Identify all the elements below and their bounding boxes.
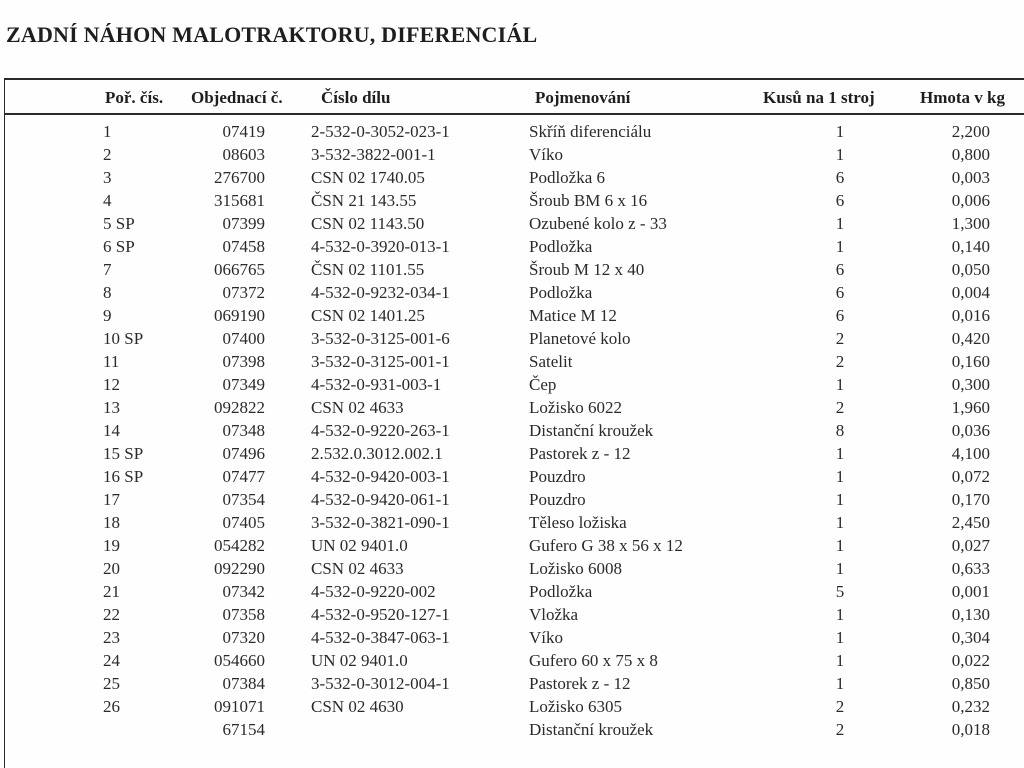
cell-position-number: 20 <box>103 559 120 578</box>
table-row <box>5 651 1024 674</box>
document-title: ZADNÍ NÁHON MALOTRAKTORU, DIFERENCIÁL <box>6 22 538 47</box>
cell-mass: 0,006 <box>951 191 990 210</box>
cell-description: Satelit <box>529 352 573 371</box>
cell-position-number: 9 <box>103 306 112 325</box>
cell-description: Planetové kolo <box>529 329 631 348</box>
table-row <box>5 490 1024 513</box>
cell-order-number: 07405 <box>222 513 265 532</box>
cell-part-number: 4-532-0-3847-063-1 <box>311 628 450 647</box>
cell-order-number: 054282 <box>214 536 265 555</box>
cell-mass: 2,450 <box>951 513 990 532</box>
cell-description: Matice M 12 <box>529 306 617 325</box>
cell-order-number: 08603 <box>222 145 265 164</box>
cell-order-number: 07349 <box>222 375 265 394</box>
cell-order-number: 07372 <box>222 283 265 302</box>
table-row <box>5 582 1024 605</box>
cell-position-number: 13 <box>103 398 120 417</box>
table-header-row <box>5 80 1024 115</box>
cell-description: Pouzdro <box>529 467 586 486</box>
cell-quantity: 1 <box>835 145 845 164</box>
header-description: Pojmenování <box>535 88 631 107</box>
cell-part-number: CSN 02 4633 <box>311 398 404 417</box>
cell-position-number: 6 SP <box>103 237 135 256</box>
cell-part-number: CSN 02 1401.25 <box>311 306 425 325</box>
cell-description: Šroub M 12 x 40 <box>529 260 645 279</box>
cell-quantity: 1 <box>835 490 845 509</box>
cell-part-number: ČSN 21 143.55 <box>311 191 417 210</box>
table-row <box>5 237 1024 260</box>
cell-part-number: 3-532-0-3125-001-6 <box>311 329 450 348</box>
cell-description: Těleso ložiska <box>529 513 627 532</box>
cell-order-number: 07384 <box>222 674 265 693</box>
cell-position-number: 5 SP <box>103 214 135 233</box>
header-mass-kg: Hmota v kg <box>920 88 1005 107</box>
cell-position-number: 4 <box>103 191 112 210</box>
cell-description: Gufero G 38 x 56 x 12 <box>529 536 683 555</box>
cell-description: Skříň diferenciálu <box>529 122 652 141</box>
cell-order-number: 315681 <box>214 191 265 210</box>
table-row <box>5 559 1024 582</box>
table-row <box>5 467 1024 490</box>
cell-description: Šroub BM 6 x 16 <box>529 191 648 210</box>
table-row <box>5 191 1024 214</box>
cell-quantity: 1 <box>835 536 845 555</box>
cell-mass: 0,022 <box>951 651 990 670</box>
cell-quantity: 1 <box>835 122 845 141</box>
cell-quantity: 1 <box>835 467 845 486</box>
cell-quantity: 2 <box>835 398 845 417</box>
table-row <box>5 421 1024 444</box>
cell-position-number: 10 SP <box>103 329 144 348</box>
cell-description: Distanční kroužek <box>529 421 654 440</box>
cell-quantity: 1 <box>835 674 845 693</box>
cell-mass: 0,420 <box>951 329 990 348</box>
cell-mass: 1,300 <box>951 214 990 233</box>
cell-position-number: 23 <box>103 628 120 647</box>
cell-quantity: 6 <box>835 191 845 210</box>
cell-part-number: 3-532-0-3821-090-1 <box>311 513 450 532</box>
cell-description: Vložka <box>529 605 579 624</box>
cell-quantity: 2 <box>835 697 845 716</box>
cell-part-number: 4-532-0-9220-263-1 <box>311 421 450 440</box>
cell-mass: 0,170 <box>951 490 990 509</box>
cell-quantity: 1 <box>835 559 845 578</box>
cell-order-number: 276700 <box>214 168 265 187</box>
cell-mass: 0,018 <box>951 720 990 739</box>
cell-order-number: 069190 <box>214 306 265 325</box>
cell-order-number: 07496 <box>222 444 265 463</box>
cell-order-number: 07342 <box>222 582 265 601</box>
cell-part-number: CSN 02 1740.05 <box>311 168 425 187</box>
cell-quantity: 2 <box>835 329 845 348</box>
cell-part-number: UN 02 9401.0 <box>311 651 408 670</box>
table-row <box>5 513 1024 536</box>
cell-mass: 0,140 <box>951 237 990 256</box>
cell-order-number: 092290 <box>214 559 265 578</box>
cell-quantity: 1 <box>835 605 845 624</box>
cell-position-number: 11 <box>103 352 120 371</box>
cell-quantity: 1 <box>835 237 845 256</box>
cell-mass: 0,304 <box>951 628 990 647</box>
cell-quantity: 6 <box>835 306 845 325</box>
table-row <box>5 329 1024 352</box>
cell-position-number: 24 <box>103 651 120 670</box>
cell-part-number: 4-532-0-9520-127-1 <box>311 605 450 624</box>
cell-part-number: 4-532-0-9420-003-1 <box>311 467 450 486</box>
cell-mass: 0,003 <box>951 168 990 187</box>
cell-part-number: UN 02 9401.0 <box>311 536 408 555</box>
cell-description: Podložka <box>529 237 593 256</box>
cell-description: Víko <box>529 628 563 647</box>
cell-order-number: 07399 <box>222 214 265 233</box>
table-row <box>5 536 1024 559</box>
table-row <box>5 352 1024 375</box>
header-position-number: Poř. čís. <box>105 88 164 107</box>
cell-description: Gufero 60 x 75 x 8 <box>529 651 658 670</box>
table-row <box>5 697 1024 720</box>
cell-position-number: 25 <box>103 674 120 693</box>
cell-order-number: 07419 <box>222 122 265 141</box>
cell-mass: 0,300 <box>951 375 990 394</box>
cell-mass: 2,200 <box>951 122 990 141</box>
cell-quantity: 1 <box>835 444 845 463</box>
header-quantity-per-machine: Kusů na 1 stroj <box>763 88 875 107</box>
cell-part-number: 4-532-0-931-003-1 <box>311 375 442 394</box>
cell-quantity: 1 <box>835 651 845 670</box>
cell-order-number: 066765 <box>214 260 265 279</box>
cell-order-number: 091071 <box>214 697 265 716</box>
header-order-number: Objednací č. <box>191 88 283 107</box>
cell-description: Pastorek z - 12 <box>529 674 631 693</box>
cell-mass: 0,130 <box>951 605 990 624</box>
cell-description: Víko <box>529 145 563 164</box>
cell-position-number: 12 <box>103 375 120 394</box>
cell-position-number: 16 SP <box>103 467 144 486</box>
table-row <box>5 605 1024 628</box>
cell-description: Ložisko 6305 <box>529 697 623 716</box>
table-row <box>5 444 1024 467</box>
cell-order-number: 67154 <box>222 720 265 739</box>
cell-mass: 0,036 <box>951 421 990 440</box>
cell-mass: 0,633 <box>951 559 990 578</box>
cell-mass: 4,100 <box>951 444 990 463</box>
cell-quantity: 2 <box>835 720 845 739</box>
table-row <box>5 375 1024 398</box>
cell-quantity: 2 <box>835 352 845 371</box>
cell-part-number: CSN 02 4630 <box>311 697 404 716</box>
cell-position-number: 1 <box>103 122 112 141</box>
cell-mass: 0,004 <box>951 283 990 302</box>
cell-order-number: 054660 <box>214 651 265 670</box>
cell-part-number: CSN 02 1143.50 <box>311 214 425 233</box>
cell-position-number: 15 SP <box>103 444 144 463</box>
cell-description: Ložisko 6022 <box>529 398 623 417</box>
cell-mass: 0,232 <box>951 697 990 716</box>
cell-position-number: 26 <box>103 697 120 716</box>
cell-mass: 0,016 <box>951 306 990 325</box>
cell-description: Podložka <box>529 582 593 601</box>
cell-part-number: 2.532.0.3012.002.1 <box>311 444 443 463</box>
cell-order-number: 07458 <box>222 237 265 256</box>
cell-quantity: 8 <box>835 421 845 440</box>
table-row <box>5 398 1024 421</box>
cell-mass: 0,160 <box>951 352 990 371</box>
cell-part-number: CSN 02 4633 <box>311 559 404 578</box>
table-row <box>5 122 1024 145</box>
cell-quantity: 6 <box>835 168 845 187</box>
cell-part-number: 4-532-0-9220-002 <box>311 582 436 601</box>
cell-order-number: 07320 <box>222 628 265 647</box>
cell-part-number: 4-532-0-9232-034-1 <box>311 283 450 302</box>
table-row <box>5 306 1024 329</box>
cell-quantity: 6 <box>835 283 845 302</box>
cell-part-number: 3-532-0-3125-001-1 <box>311 352 450 371</box>
cell-position-number: 8 <box>103 283 112 302</box>
table-row <box>5 145 1024 168</box>
cell-order-number: 07477 <box>222 467 265 486</box>
cell-quantity: 1 <box>835 513 845 532</box>
cell-description: Ozubené kolo z - 33 <box>529 214 667 233</box>
cell-position-number: 7 <box>103 260 112 279</box>
cell-mass: 0,050 <box>951 260 990 279</box>
cell-quantity: 1 <box>835 375 845 394</box>
cell-order-number: 07398 <box>222 352 265 371</box>
cell-description: Čep <box>529 375 557 394</box>
cell-position-number: 17 <box>103 490 120 509</box>
cell-part-number: 4-532-0-9420-061-1 <box>311 490 450 509</box>
cell-mass: 0,027 <box>951 536 990 555</box>
cell-mass: 0,800 <box>951 145 990 164</box>
cell-description: Pastorek z - 12 <box>529 444 631 463</box>
cell-description: Pouzdro <box>529 490 586 509</box>
table-row <box>5 628 1024 651</box>
cell-position-number: 18 <box>103 513 120 532</box>
cell-description: Distanční kroužek <box>529 720 654 739</box>
cell-order-number: 07354 <box>222 490 265 509</box>
cell-part-number: 4-532-0-3920-013-1 <box>311 237 450 256</box>
table-row <box>5 720 1024 743</box>
table-row <box>5 674 1024 697</box>
cell-position-number: 21 <box>103 582 120 601</box>
table-row <box>5 260 1024 283</box>
table-row <box>5 168 1024 191</box>
cell-quantity: 1 <box>835 628 845 647</box>
header-part-number: Číslo dílu <box>321 88 391 107</box>
cell-quantity: 5 <box>835 582 845 601</box>
cell-position-number: 2 <box>103 145 112 164</box>
cell-order-number: 07348 <box>222 421 265 440</box>
parts-table <box>4 78 1024 768</box>
cell-order-number: 07400 <box>222 329 265 348</box>
cell-part-number: 3-532-0-3012-004-1 <box>311 674 450 693</box>
cell-description: Podložka <box>529 283 593 302</box>
table-row <box>5 214 1024 237</box>
cell-position-number: 14 <box>103 421 120 440</box>
cell-position-number: 22 <box>103 605 120 624</box>
cell-description: Podložka 6 <box>529 168 606 187</box>
cell-part-number: ČSN 02 1101.55 <box>311 260 425 279</box>
cell-description: Ložisko 6008 <box>529 559 623 578</box>
cell-part-number: 3-532-3822-001-1 <box>311 145 436 164</box>
cell-quantity: 1 <box>835 214 845 233</box>
cell-mass: 0,072 <box>951 467 990 486</box>
table-row <box>5 283 1024 306</box>
cell-order-number: 07358 <box>222 605 265 624</box>
cell-mass: 0,850 <box>951 674 990 693</box>
cell-order-number: 092822 <box>214 398 265 417</box>
cell-position-number: 3 <box>103 168 112 187</box>
cell-mass: 0,001 <box>951 582 990 601</box>
cell-quantity: 6 <box>835 260 845 279</box>
cell-mass: 1,960 <box>951 398 990 417</box>
cell-position-number: 19 <box>103 536 120 555</box>
cell-part-number: 2-532-0-3052-023-1 <box>311 122 450 141</box>
